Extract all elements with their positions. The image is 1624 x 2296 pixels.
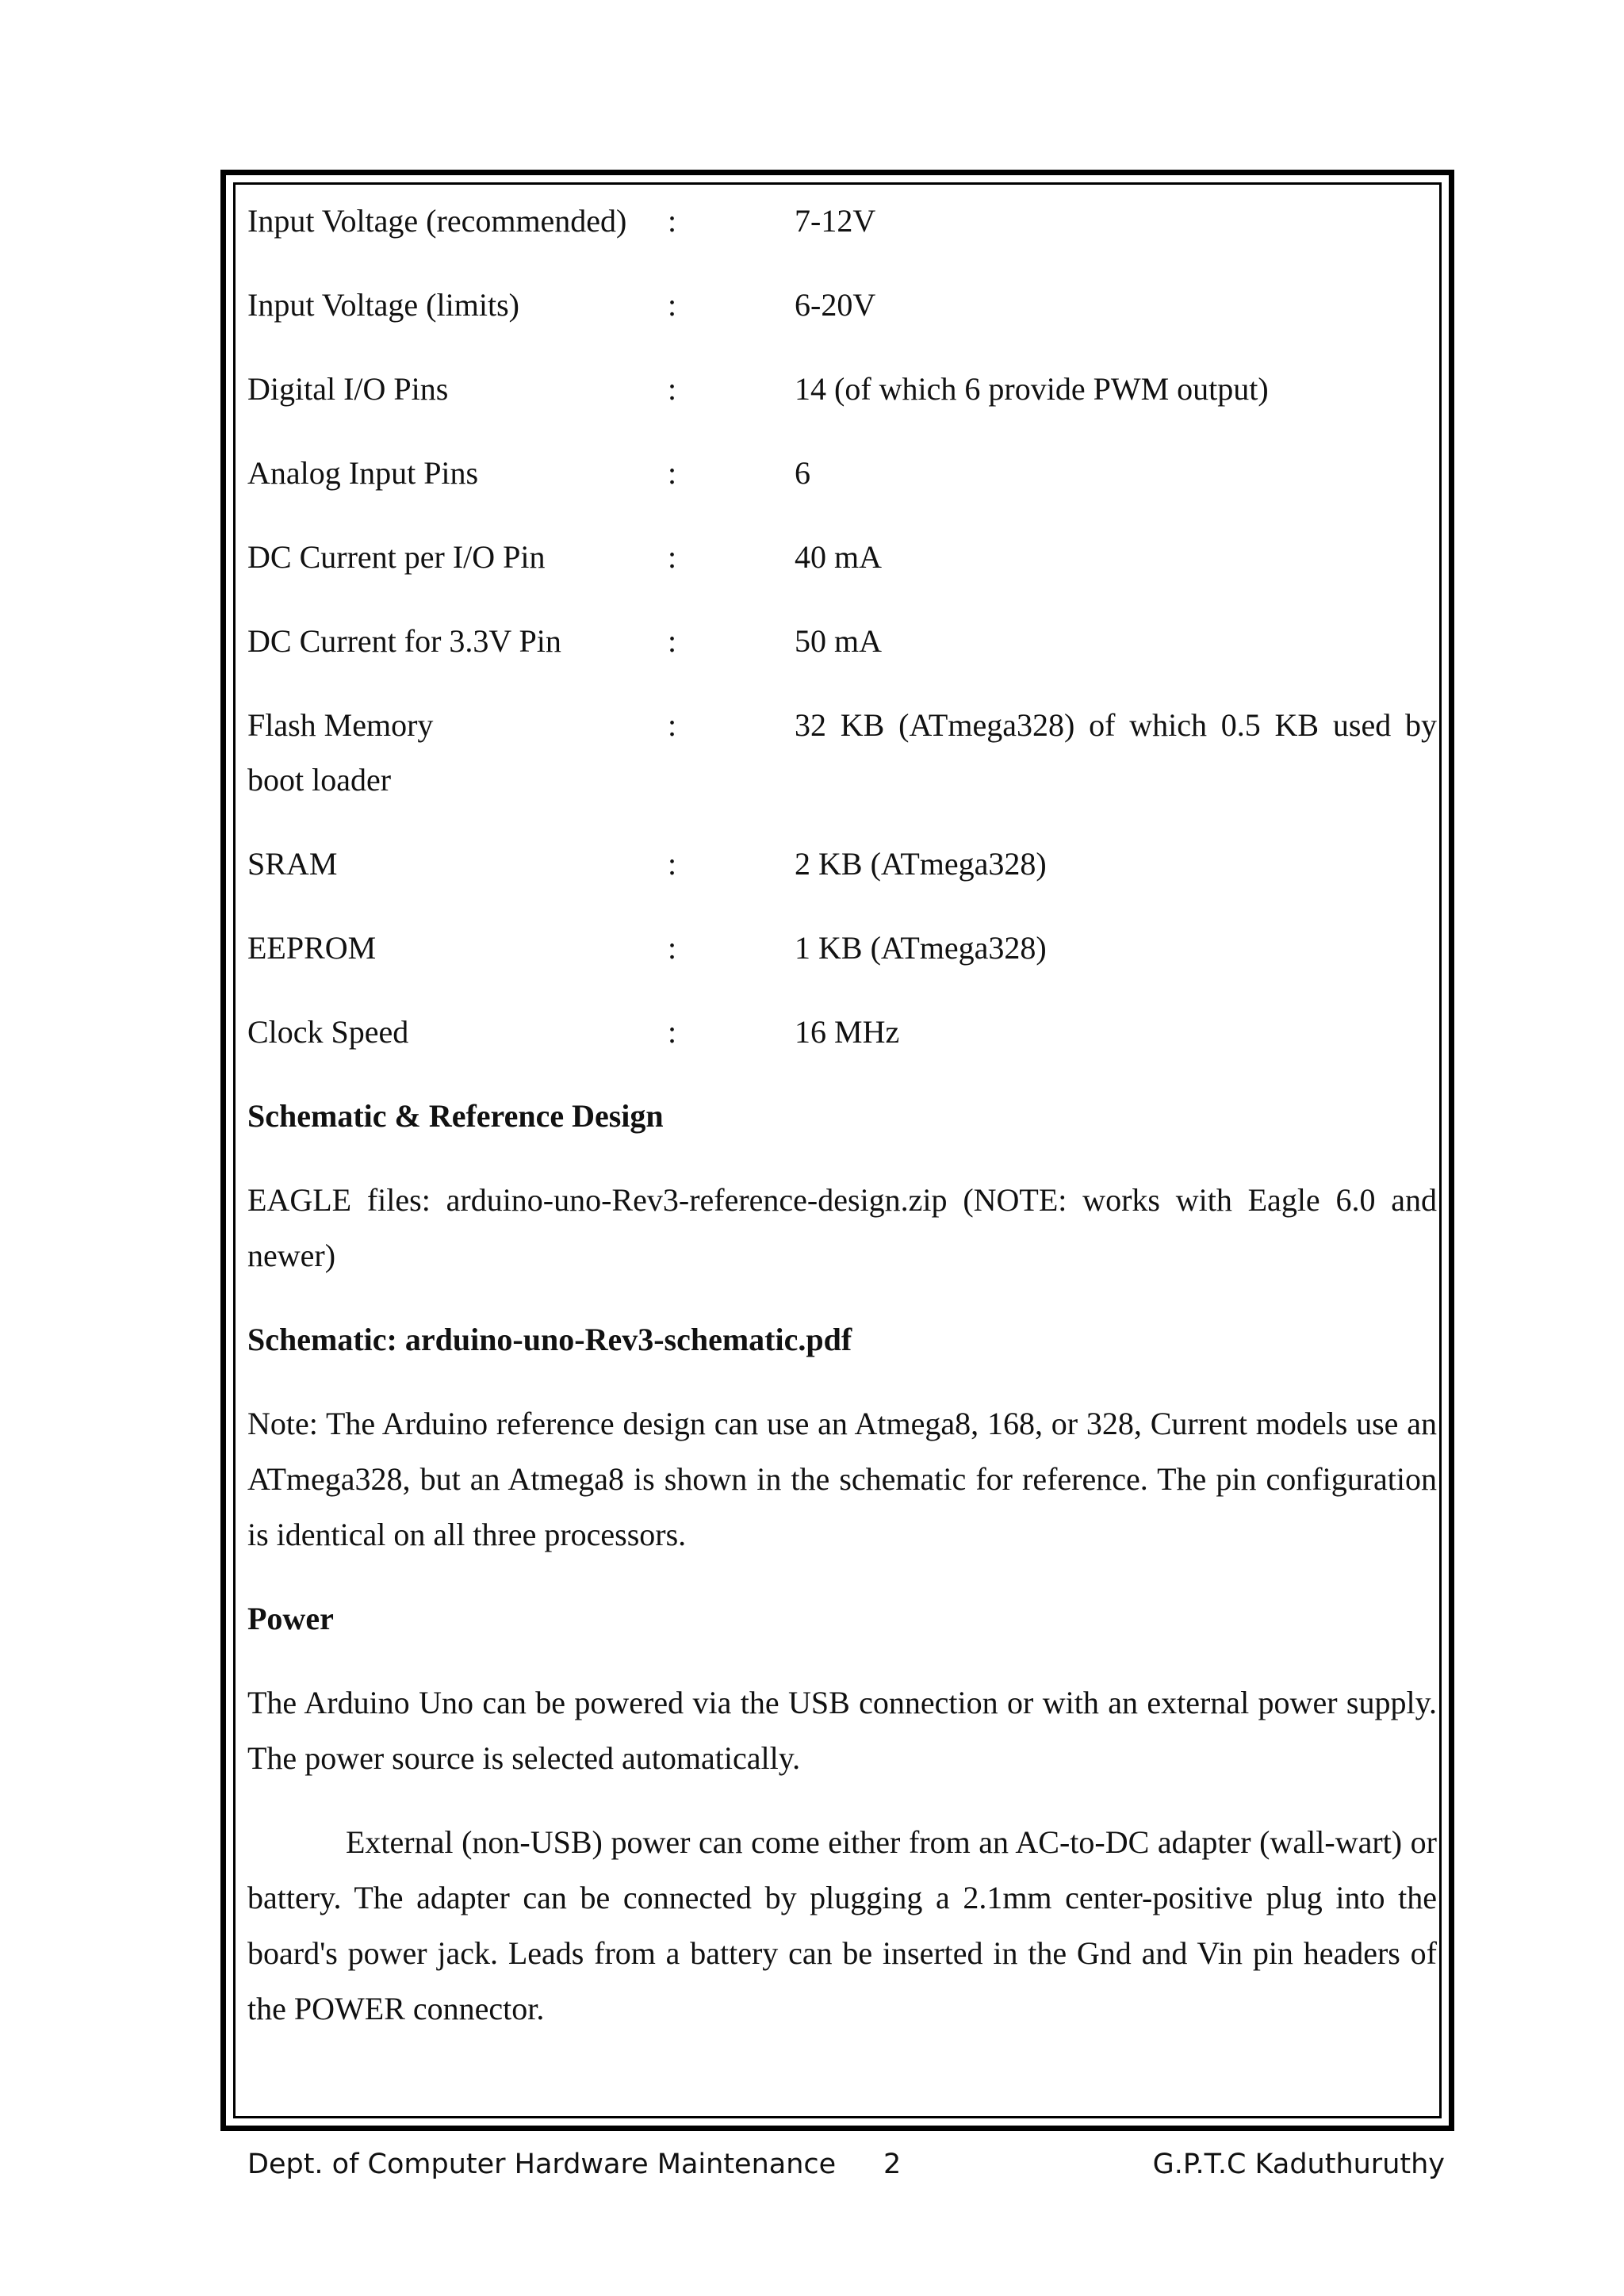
page-content	[247, 193, 1437, 2065]
footer-department: Dept. of Computer Hardware Maintenance	[247, 2149, 837, 2180]
spec-value: 6	[795, 455, 810, 491]
spec-value: 2 KB (ATmega328)	[795, 846, 1047, 882]
spec-value: 14 (of which 6 provide PWM output)	[795, 371, 1269, 407]
spec-value: 16 MHz	[795, 1014, 900, 1050]
eagle-files-paragraph: EAGLE files: arduino-uno-Rev3-reference-design.zip (NOTE: works with Eagle 6.0 and newer)	[247, 1182, 1437, 1273]
spec-label: Input Voltage (limits)	[247, 287, 519, 323]
schematic-link: Schematic: arduino-uno-Rev3-schematic.pdf	[247, 1322, 852, 1357]
spec-row-input-voltage-recommended	[247, 193, 1437, 277]
spec-separator: :	[668, 371, 677, 407]
spec-value: 32 KB (ATmega328) of which 0.5 KB used by	[795, 707, 1437, 743]
spec-value: 6-20V	[795, 287, 876, 323]
note-paragraph: Note: The Arduino reference design can use an Atmega8, 168, or 328, Current models use an ATmega328, but an Atmega8 is shown in the schematic for reference. The pin configuration is identical on all three processors.	[247, 1406, 1437, 1552]
spec-value: 7-12V	[795, 203, 876, 239]
spec-separator: :	[668, 1014, 677, 1050]
spec-separator: :	[668, 539, 677, 575]
spec-separator: :	[668, 287, 677, 323]
spec-value: 50 mA	[795, 623, 882, 659]
spec-separator: :	[668, 930, 677, 966]
page-footer	[247, 2145, 1445, 2183]
spec-label: Analog Input Pins	[247, 455, 479, 491]
power-heading: Power	[247, 1601, 334, 1636]
spec-separator: :	[668, 455, 677, 491]
spec-separator: :	[668, 707, 677, 743]
spec-value: 1 KB (ATmega328)	[795, 930, 1047, 966]
spec-label: Input Voltage (recommended)	[247, 203, 627, 239]
spec-label: EEPROM	[247, 930, 377, 966]
spec-label: DC Current per I/O Pin	[247, 539, 546, 575]
spec-label: Digital I/O Pins	[247, 371, 449, 407]
spec-row-analog-input-pins	[247, 446, 1437, 530]
spec-row-dc-current-io	[247, 530, 1437, 614]
spec-label: Clock Speed	[247, 1014, 409, 1050]
spec-row-digital-io-pins	[247, 362, 1437, 446]
spec-separator: :	[668, 846, 677, 882]
footer-institution: G.P.T.C Kaduthuruthy	[1152, 2149, 1445, 2180]
spec-row-clock-speed	[247, 1004, 1437, 1089]
spec-row-flash-memory	[247, 698, 1437, 753]
spec-value: 40 mA	[795, 539, 882, 575]
schematic-heading: Schematic & Reference Design	[247, 1098, 664, 1134]
spec-row-input-voltage-limits	[247, 277, 1437, 362]
power-paragraph-2: External (non-USB) power can come either from an AC-to-DC adapter (wall-wart) or battery. The adapter can be connected by plugging a 2.1mm center-positive plug into the board's power jack. Leads from a battery can be inserted in the Gnd and Vin pin headers of the POWER connector.	[247, 1824, 1437, 2026]
spec-label: DC Current for 3.3V Pin	[247, 623, 561, 659]
spec-label: SRAM	[247, 846, 338, 882]
spec-label: Flash Memory	[247, 707, 434, 743]
spec-row-dc-current-3v3	[247, 614, 1437, 698]
footer-page-number: 2	[883, 2149, 902, 2180]
power-paragraph-1: The Arduino Uno can be powered via the USB connection or with an external power supply. The power source is selected automatically.	[247, 1685, 1437, 1776]
spec-separator: :	[668, 623, 677, 659]
spec-separator: :	[668, 203, 677, 239]
spec-row-sram	[247, 836, 1437, 920]
spec-table-continued	[247, 836, 1437, 1089]
spec-row-eeprom	[247, 920, 1437, 1004]
spec-table	[247, 193, 1437, 753]
spec-value-continuation: boot loader	[247, 762, 392, 798]
